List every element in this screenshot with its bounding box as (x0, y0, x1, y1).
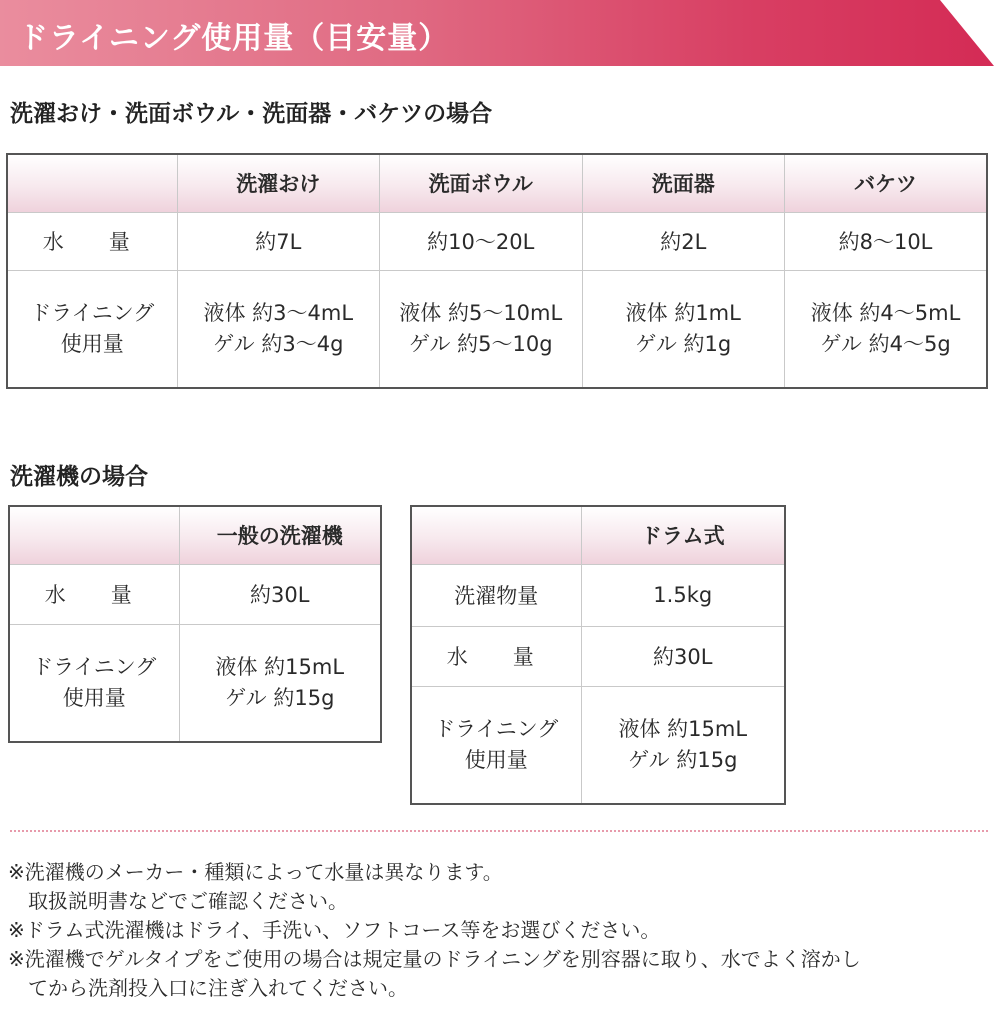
gel-amount: ゲル 約5〜10g (408, 331, 553, 356)
table-cell (380, 270, 583, 388)
page-title: ドライニング使用量（目安量） (18, 21, 450, 56)
liquid-amount: 液体 約5〜10mL (399, 300, 563, 325)
table-cell: 約7L (177, 212, 380, 270)
table-cell: 1.5kg (581, 564, 785, 626)
table-cell (582, 270, 785, 388)
note-line: ※洗濯機のメーカー・種類によって水量は異なります。 (8, 860, 503, 884)
gel-amount: ゲル 約15g (225, 685, 335, 710)
table-corner-cell (9, 506, 179, 564)
label-line: ドライニング (32, 654, 157, 679)
gel-amount: ゲル 約15g (628, 747, 738, 772)
column-header-bucket: バケツ (785, 154, 988, 212)
table-row (411, 626, 785, 686)
table-corner-cell (411, 506, 581, 564)
table-corner-cell (7, 154, 177, 212)
label-line: 使用量 (60, 331, 124, 356)
drum-machine-table (410, 505, 786, 805)
column-header-washbasin: 洗面器 (582, 154, 785, 212)
liquid-amount: 液体 約4〜5mL (810, 300, 961, 325)
row-label-laundry-load: 洗濯物量 (411, 564, 581, 626)
table-header-row (411, 506, 785, 564)
liquid-amount: 液体 約15mL (618, 716, 748, 741)
liquid-amount: 液体 約15mL (215, 654, 345, 679)
row-label-water-amount: 水 量 (411, 626, 581, 686)
liquid-amount: 液体 約3〜4mL (203, 300, 354, 325)
label-line: 使用量 (62, 685, 126, 710)
table-row (411, 686, 785, 804)
table-cell: 約8〜10L (785, 212, 988, 270)
table-cell (177, 270, 380, 388)
notes-block (8, 858, 993, 1003)
column-header-standard-machine: 一般の洗濯機 (179, 506, 381, 564)
table-row (9, 564, 381, 624)
label-line: ドライニング (434, 716, 559, 741)
basin-usage-table (6, 153, 988, 389)
row-label-water-amount: 水 量 (7, 212, 177, 270)
row-label-water-amount: 水 量 (9, 564, 179, 624)
column-header-drum-type: ドラム式 (581, 506, 785, 564)
standard-machine-table (8, 505, 382, 743)
table-row (411, 564, 785, 626)
table-row (7, 270, 987, 388)
row-label-dosage (7, 270, 177, 388)
section-title-washing-machine: 洗濯機の場合 (10, 464, 148, 490)
label-line: 使用量 (464, 747, 528, 772)
column-header-wash-bowl: 洗面ボウル (380, 154, 583, 212)
note-line: 取扱説明書などでご確認ください。 (28, 889, 348, 913)
gel-amount: ゲル 約1g (635, 331, 732, 356)
gel-amount: ゲル 約3〜4g (213, 331, 344, 356)
table-cell: 約30L (179, 564, 381, 624)
row-label-dosage (411, 686, 581, 804)
note-line: てから洗剤投入口に注ぎ入れてください。 (28, 976, 408, 1000)
label-line: ドライニング (30, 300, 155, 325)
liquid-amount: 液体 約1mL (625, 300, 741, 325)
table-cell (179, 624, 381, 742)
table-row (7, 212, 987, 270)
table-cell (581, 686, 785, 804)
table-cell: 約10〜20L (380, 212, 583, 270)
section-title-basins: 洗濯おけ・洗面ボウル・洗面器・バケツの場合 (10, 101, 493, 127)
dotted-divider (10, 830, 988, 832)
gel-amount: ゲル 約4〜5g (820, 331, 951, 356)
table-cell: 約2L (582, 212, 785, 270)
table-cell (785, 270, 988, 388)
row-label-dosage (9, 624, 179, 742)
table-header-row (7, 154, 987, 212)
table-cell: 約30L (581, 626, 785, 686)
table-row (9, 624, 381, 742)
column-header-tub: 洗濯おけ (177, 154, 380, 212)
note-line: ※ドラム式洗濯機はドライ、手洗い、ソフトコース等をお選びください。 (8, 918, 661, 942)
note-line: ※洗濯機でゲルタイプをご使用の場合は規定量のドライニングを別容器に取り、水でよく溶かし (8, 947, 861, 971)
table-header-row (9, 506, 381, 564)
